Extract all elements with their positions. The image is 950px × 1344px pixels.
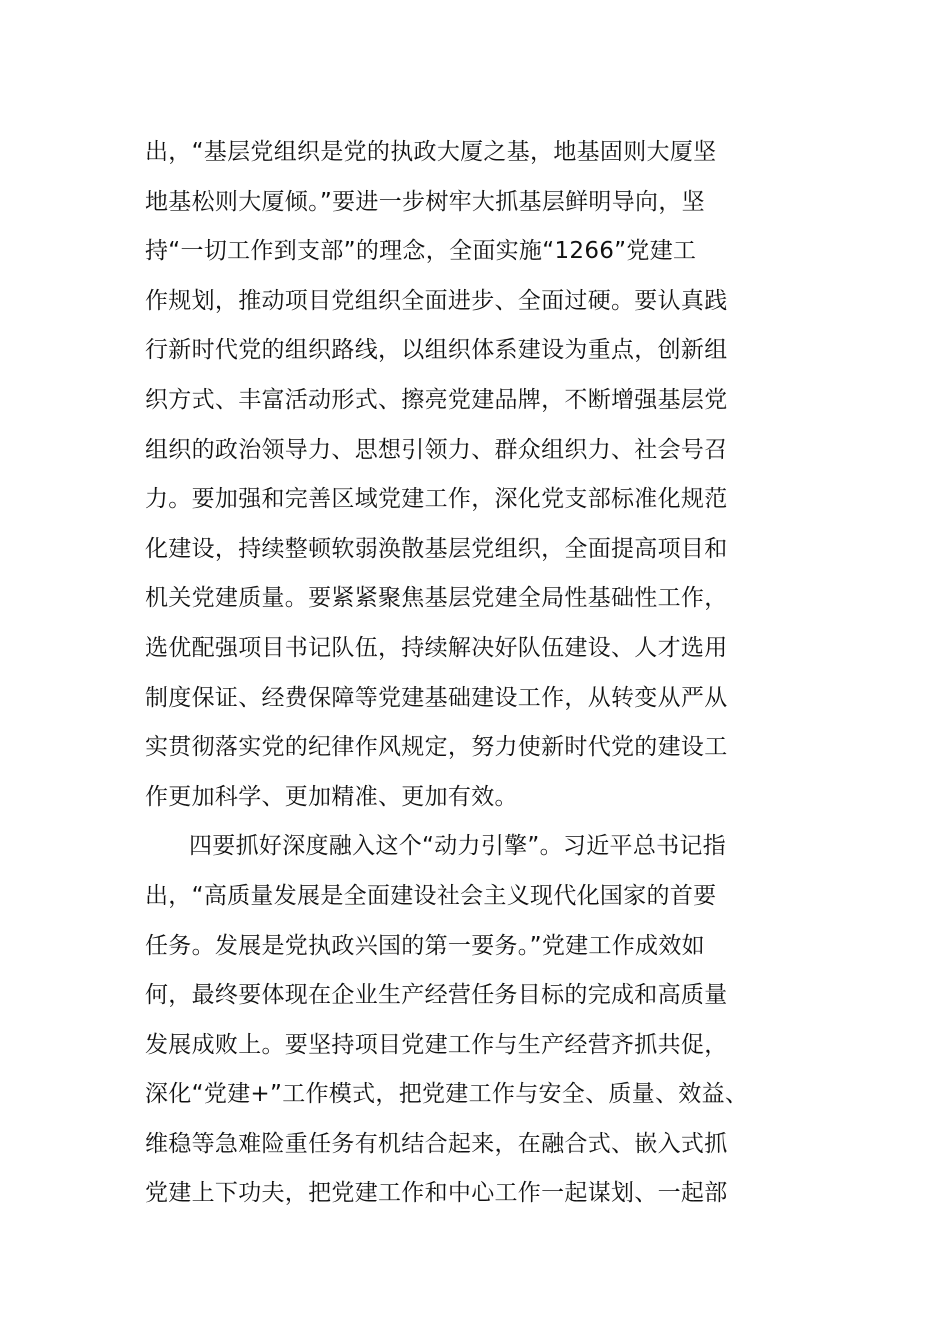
document-body [145,128,825,1219]
text-line: 行新时代党的组织路线，以组织体系建设为重点，创新组 [145,337,728,364]
text-line: 党建上下功夫，把党建工作和中心工作一起谋划、一起部 [145,1180,728,1207]
text-line: 织方式、丰富活动形式、擦亮党建品牌，不断增强基层党 [145,386,728,413]
text-line: 何，最终要体现在企业生产经营任务目标的完成和高质量 [145,982,728,1009]
text-line: 作规划，推动项目党组织全面进步、全面过硬。要认真践 [145,287,728,314]
text-line: 发展成败上。要坚持项目党建工作与生产经营齐抓共促， [145,1031,728,1058]
text-line: 制度保证、经费保障等党建基础建设工作，从转变从严从 [145,684,728,711]
text-line: 组织的政治领导力、思想引领力、群众组织力、社会号召 [145,436,728,463]
text-line: 化建设，持续整顿软弱涣散基层党组织，全面提高项目和 [145,535,728,562]
text-line: 机关党建质量。要紧紧聚焦基层党建全局性基础性工作， [145,585,728,612]
text-line: 出，“高质量发展是全面建设社会主义现代化国家的首要 [145,882,717,909]
text-line: 地基松则大厦倾。”要进一步树牢大抓基层鲜明导向，坚 [145,188,705,215]
text-line: 作更加科学、更加精准、更加有效。 [145,783,518,810]
text-line: 力。要加强和完善区域党建工作，深化党支部标准化规范 [145,486,728,513]
text-line: 持“一切工作到支部”的理念，全面实施“1266”党建工 [145,238,697,265]
paragraph-start-line: 四要抓好深度融入这个“动力引擎”。习近平总书记指 [189,833,727,860]
text-line: 深化“党建+”工作模式，把党建工作与安全、质量、效益、 [145,1081,749,1108]
text-line: 维稳等急难险重任务有机结合起来，在融合式、嵌入式抓 [145,1130,728,1157]
text-line: 实贯彻落实党的纪律作风规定，努力使新时代党的建设工 [145,734,728,761]
text-line: 出，“基层党组织是党的执政大厦之基，地基固则大厦坚 [145,139,717,165]
text-line: 任务。发展是党执政兴国的第一要务。”党建工作成效如 [145,932,705,959]
text-line: 选优配强项目书记队伍，持续解决好队伍建设、人才选用 [145,634,728,661]
